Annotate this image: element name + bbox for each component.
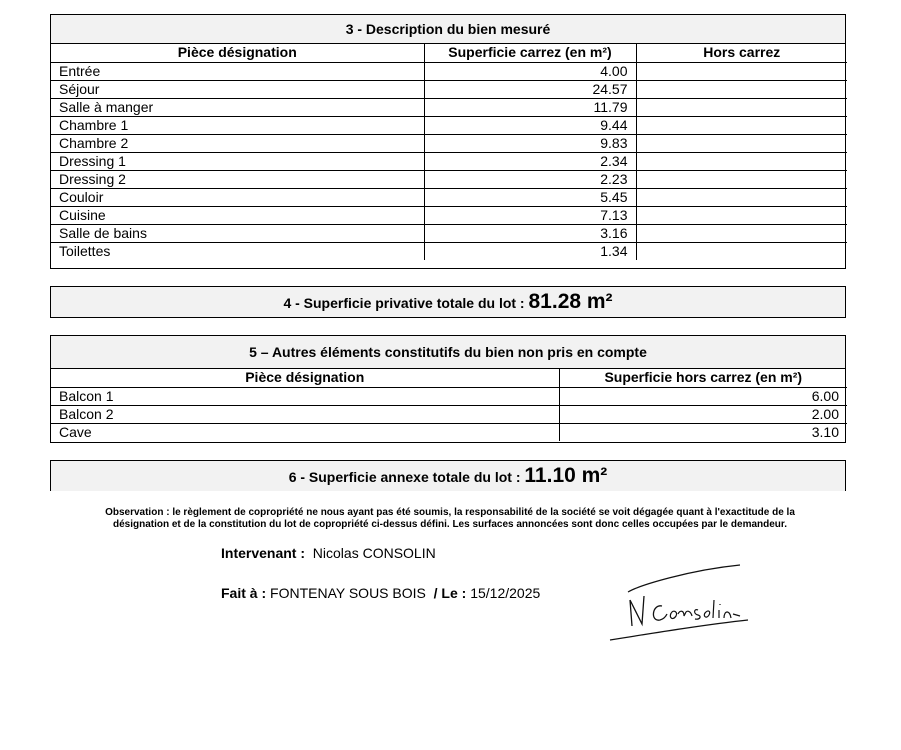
room-hors bbox=[636, 62, 847, 80]
room-name: Couloir bbox=[51, 188, 424, 206]
room-carrez: 2.23 bbox=[424, 170, 636, 188]
room-hors bbox=[636, 134, 847, 152]
room-carrez: 24.57 bbox=[424, 80, 636, 98]
room-name: Chambre 1 bbox=[51, 116, 424, 134]
room-carrez: 7.13 bbox=[424, 206, 636, 224]
room-hors bbox=[636, 170, 847, 188]
annex-table-header bbox=[51, 369, 847, 387]
col-header-carrez: Superficie carrez (en m²) bbox=[424, 44, 636, 62]
table-row bbox=[51, 224, 847, 242]
observation-line-2: désignation et de la constitution du lot de copropriété ci-dessus défini. Les surfaces annoncées sont donc celles occupées par le demandeur. bbox=[112, 519, 788, 530]
section-4-total bbox=[50, 286, 846, 318]
intervenant-label: Intervenant : bbox=[221, 545, 306, 561]
signature-image bbox=[600, 560, 755, 645]
room-name: Toilettes bbox=[51, 242, 424, 260]
room-name: Cuisine bbox=[51, 206, 424, 224]
col-header-hors: Hors carrez bbox=[636, 44, 847, 62]
room-hors bbox=[636, 80, 847, 98]
room-hors bbox=[636, 206, 847, 224]
table-row bbox=[51, 152, 847, 170]
table-row bbox=[51, 206, 847, 224]
annex-name: Balcon 2 bbox=[51, 405, 559, 423]
table-row bbox=[51, 98, 847, 116]
section-6-total bbox=[50, 460, 846, 491]
section-5-box bbox=[50, 335, 846, 443]
room-name: Séjour bbox=[51, 80, 424, 98]
table-row bbox=[51, 116, 847, 134]
annex-value: 2.00 bbox=[559, 405, 847, 423]
rooms-table-header bbox=[51, 44, 847, 62]
room-hors bbox=[636, 224, 847, 242]
annex-value: 6.00 bbox=[559, 387, 847, 405]
table-row bbox=[51, 405, 847, 423]
rooms-table-body bbox=[51, 62, 847, 260]
section-3-title: 3 - Description du bien mesuré bbox=[51, 15, 845, 44]
room-carrez: 9.44 bbox=[424, 116, 636, 134]
room-name: Entrée bbox=[51, 62, 424, 80]
table-row bbox=[51, 387, 847, 405]
room-hors bbox=[636, 152, 847, 170]
room-carrez: 4.00 bbox=[424, 62, 636, 80]
room-carrez: 9.83 bbox=[424, 134, 636, 152]
table-row bbox=[51, 80, 847, 98]
intervenant-name: Nicolas CONSOLIN bbox=[312, 545, 436, 561]
total-annexe-label: 6 - Superficie annexe totale du lot : bbox=[288, 469, 525, 485]
table-row bbox=[51, 134, 847, 152]
fait-line bbox=[221, 585, 540, 601]
table-row bbox=[51, 170, 847, 188]
annex-table-body bbox=[51, 387, 847, 441]
room-name: Dressing 1 bbox=[51, 152, 424, 170]
observation-text bbox=[60, 507, 840, 531]
room-hors bbox=[636, 98, 847, 116]
room-carrez: 3.16 bbox=[424, 224, 636, 242]
room-hors bbox=[636, 188, 847, 206]
col-header-annex-piece: Pièce désignation bbox=[51, 369, 559, 387]
annex-table bbox=[51, 369, 847, 441]
table-row bbox=[51, 423, 847, 441]
room-carrez: 2.34 bbox=[424, 152, 636, 170]
table-row bbox=[51, 62, 847, 80]
room-name: Salle à manger bbox=[51, 98, 424, 116]
room-carrez: 1.34 bbox=[424, 242, 636, 260]
fait-date-label: / Le : bbox=[429, 585, 467, 601]
intervenant-line bbox=[221, 545, 436, 561]
annex-name: Balcon 1 bbox=[51, 387, 559, 405]
table-row bbox=[51, 188, 847, 206]
total-annexe-value: 11.10 m² bbox=[524, 464, 608, 487]
fait-place-label: Fait à : bbox=[221, 585, 267, 601]
table-row bbox=[51, 242, 847, 260]
annex-value: 3.10 bbox=[559, 423, 847, 441]
room-carrez: 11.79 bbox=[424, 98, 636, 116]
room-name: Dressing 2 bbox=[51, 170, 424, 188]
section-3-box bbox=[50, 14, 846, 269]
room-name: Chambre 2 bbox=[51, 134, 424, 152]
fait-place: FONTENAY SOUS BOIS bbox=[270, 585, 426, 601]
rooms-table bbox=[51, 44, 847, 260]
room-carrez: 5.45 bbox=[424, 188, 636, 206]
fait-date: 15/12/2025 bbox=[470, 585, 541, 601]
observation-line-1: Observation : le règlement de copropriété ne nous ayant pas été soumis, la responsabilité de la société se voit dégagée quant à l'exactitude de la bbox=[105, 507, 795, 518]
col-header-piece: Pièce désignation bbox=[51, 44, 424, 62]
room-hors bbox=[636, 116, 847, 134]
room-name: Salle de bains bbox=[51, 224, 424, 242]
room-hors bbox=[636, 242, 847, 260]
section-5-title: 5 – Autres éléments constitutifs du bien non pris en compte bbox=[51, 336, 845, 369]
total-privative-label: 4 - Superficie privative totale du lot : bbox=[283, 295, 529, 311]
annex-name: Cave bbox=[51, 423, 559, 441]
total-privative-value: 81.28 m² bbox=[528, 290, 613, 313]
col-header-annex-value: Superficie hors carrez (en m²) bbox=[559, 369, 847, 387]
